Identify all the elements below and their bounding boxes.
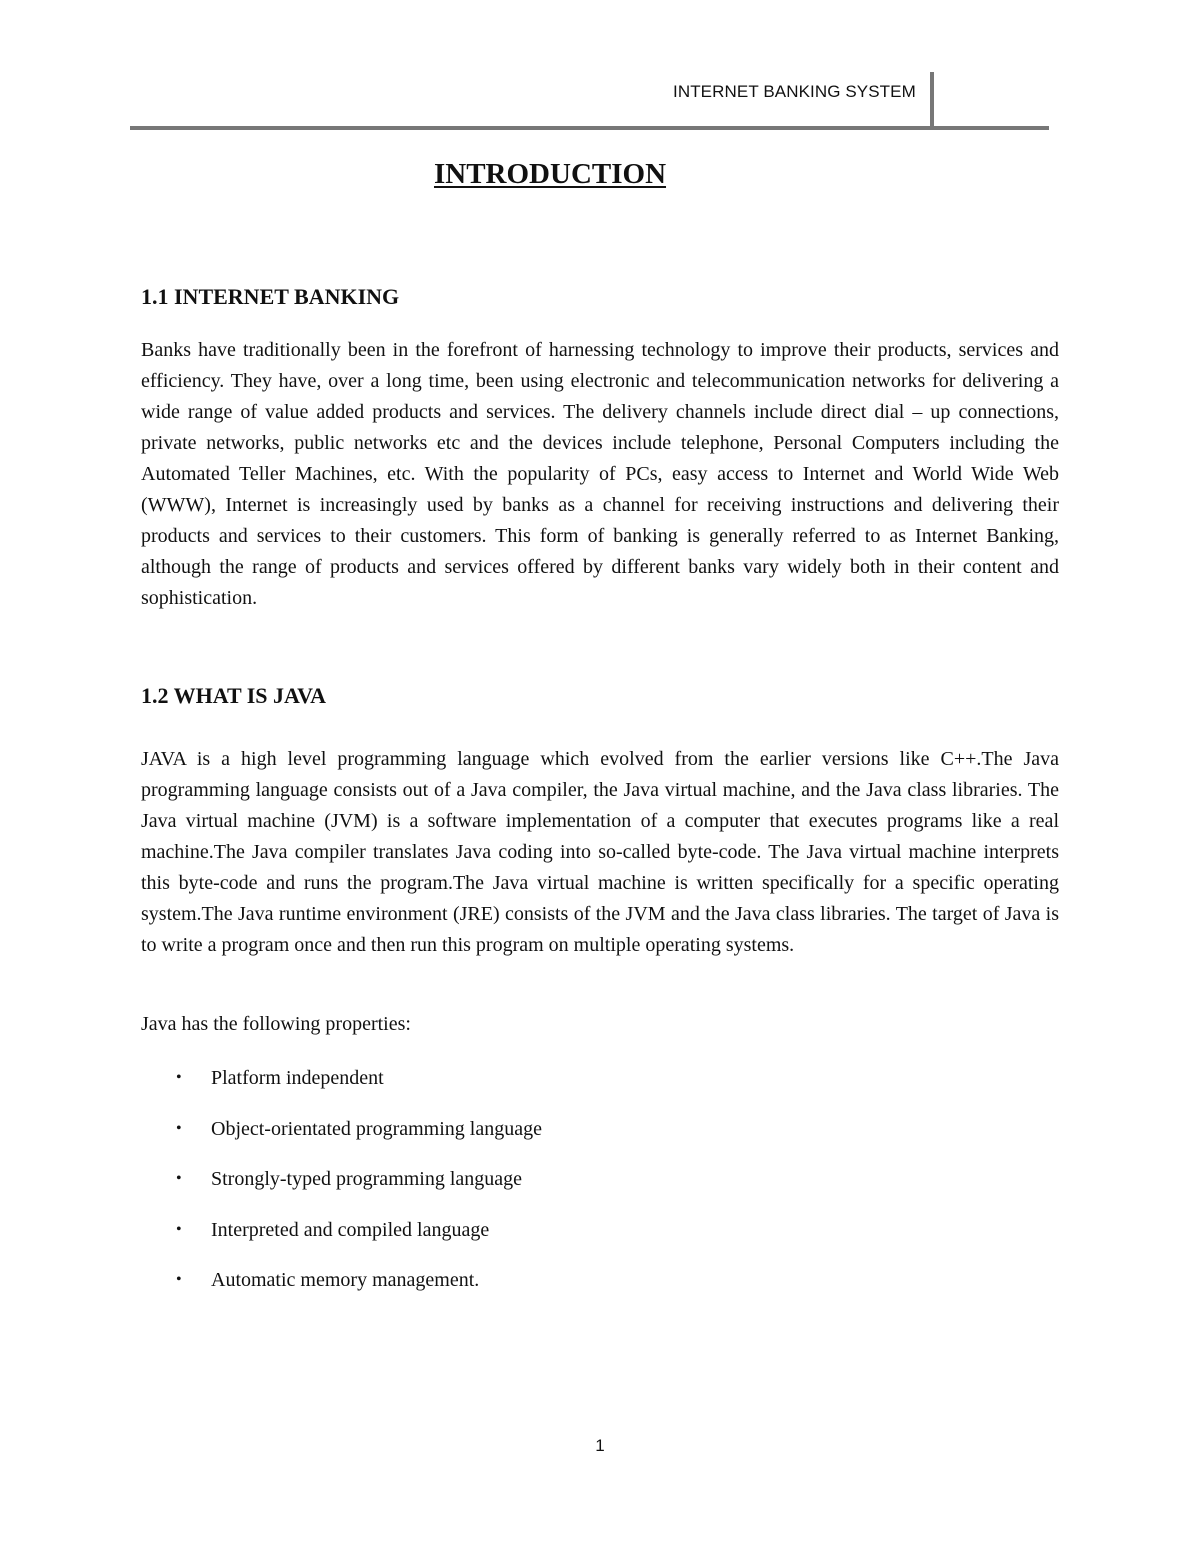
page-title: INTRODUCTION: [433, 158, 667, 190]
header-vertical-bar: [930, 72, 934, 128]
section-heading-internet-banking: 1.1 INTERNET BANKING: [141, 284, 400, 309]
list-item: [141, 1063, 542, 1114]
list-item: [141, 1265, 542, 1316]
bullet-icon: •: [176, 1220, 182, 1238]
list-item-text: Object-orientated programming language: [211, 1117, 542, 1140]
list-item-text: Platform independent: [211, 1067, 384, 1089]
bullet-icon: •: [176, 1271, 182, 1288]
list-item-text: Strongly-typed programming language: [211, 1168, 523, 1190]
java-properties-list: [141, 1063, 542, 1316]
section-body-internet-banking: Banks have traditionally been in the forefront of harnessing technology to improve their products, services and efficiency. They have, over a long time, been using electronic and telecommunication networks for delivering a wide range of value added products and services. The delivery channels include direct dial – up connections, private networks, public networks etc and the devices include telephone, Personal Computers including the Automated Teller Machines, etc. With the popularity of PCs, easy access to Internet and World Wide Web (WWW), Internet is increasingly used by banks as a channel for receiving instructions and delivering their products and services to their customers. This form of banking is generally referred to as Internet Banking, although the range of products and services offered by different banks vary widely both in their content and sophistication.: [141, 339, 1059, 609]
section-heading-what-is-java: 1.2 WHAT IS JAVA: [141, 683, 327, 708]
list-intro: Java has the following properties:: [141, 1013, 411, 1035]
list-item: [141, 1215, 542, 1266]
running-header-title: INTERNET BANKING SYSTEM: [673, 82, 916, 101]
bullet-icon: •: [176, 1119, 182, 1137]
bullet-icon: •: [176, 1170, 182, 1187]
list-item: [141, 1114, 542, 1165]
list-item: [141, 1164, 542, 1215]
page-number: 1: [595, 1436, 605, 1455]
header-rule: [130, 126, 1049, 130]
section-body-what-is-java: JAVA is a high level programming language which evolved from the earlier versions like C++.The Java programming language consists out of a Java compiler, the Java virtual machine, and the Java class libraries. The Java virtual machine (JVM) is a software implementation of a computer that executes programs like a real machine.The Java compiler translates Java coding into so-called byte-code. The Java virtual machine interprets this byte-code and runs the program.The Java virtual machine is written specifically for a specific operating system.The Java runtime environment (JRE) consists of the JVM and the Java class libraries. The target of Java is to write a program once and then run this program on multiple operating systems.: [141, 748, 1059, 956]
bullet-icon: •: [176, 1069, 182, 1086]
list-item-text: Automatic memory management.: [211, 1269, 480, 1291]
list-item-text: Interpreted and compiled language: [211, 1218, 490, 1241]
